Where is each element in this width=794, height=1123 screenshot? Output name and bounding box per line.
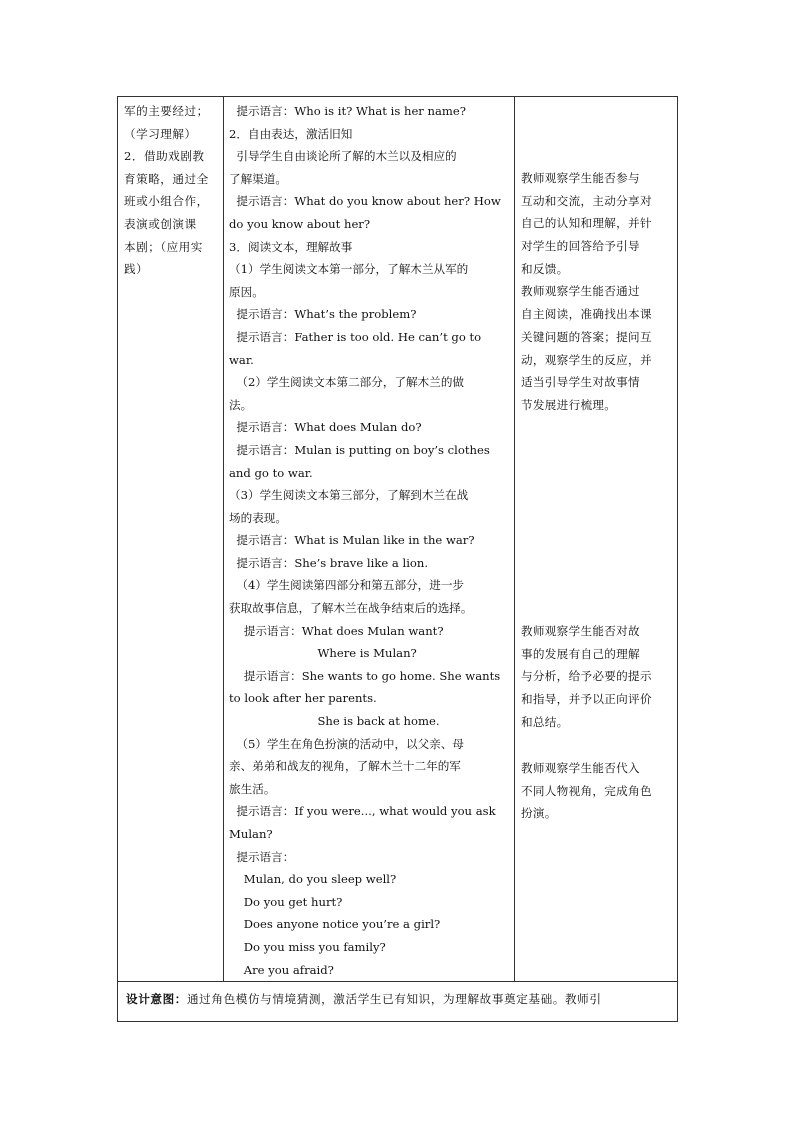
assessment-line: 和指导，并予以正向评价: [521, 692, 652, 707]
objective-line: （学习理解）: [124, 126, 197, 141]
activity-line: 场的表现。: [229, 510, 287, 525]
assessment-line: 动，观察学生的反应，并: [521, 352, 652, 367]
objective-line: 表演或创演课: [124, 216, 197, 231]
assessment-line: 和总结。: [521, 714, 569, 729]
activity-line: （1）学生阅读文本第一部分，了解木兰从军的: [229, 262, 469, 277]
assessment-line: 和反馈。: [521, 261, 569, 276]
objective-line: 践）: [124, 262, 149, 277]
activity-line: Do you get hurt?: [229, 894, 343, 909]
assessment-line: 事的发展有自己的理解: [521, 646, 640, 661]
design-intent-label: 设计意图：: [126, 992, 187, 1006]
activity-line: Where is Mulan?: [229, 646, 417, 661]
assessment-line: 教师观察学生能否代入: [521, 761, 640, 775]
activity-line: 提示语言：Who is it? What is her name?: [229, 104, 466, 118]
activity-line: Does anyone notice you’re a girl?: [229, 917, 441, 932]
assessment-line: 与分析，给予必要的提示: [521, 669, 652, 684]
activity-column: [223, 97, 514, 981]
objective-line: 2．借助戏剧教: [124, 149, 205, 164]
activity-line: 提示语言：If you were..., what would you ask: [229, 804, 496, 819]
lesson-plan-table: [117, 96, 678, 1022]
assessment-line: 自主阅读，准确找出本课: [521, 307, 652, 322]
design-intent-row: [118, 982, 677, 1022]
assessment-note: [521, 620, 672, 733]
activity-line: 引导学生自由谈论所了解的木兰以及相应的: [229, 149, 457, 164]
activity-line: She is back at home.: [229, 714, 440, 729]
activity-line: Mulan?: [229, 827, 273, 841]
activity-line: （4）学生阅读第四部分和第五部分，进一步: [229, 578, 465, 593]
assessment-line: 扮演。: [521, 806, 557, 821]
activity-line: 提示语言：She’s brave like a lion.: [229, 555, 429, 570]
activity-line: 了解渠道。: [229, 171, 287, 186]
activity-line: 提示语言：: [229, 849, 295, 864]
assessment-line: 自己的认知和理解，并针: [521, 216, 652, 231]
assessment-line: 教师观察学生能否对故: [521, 624, 640, 638]
activity-line: 3．阅读文本，理解故事: [229, 239, 353, 254]
activity-line: Do you miss you family?: [229, 939, 386, 954]
activity-line: 提示语言：What does Mulan want?: [229, 623, 444, 638]
activity-line: 旅生活。: [229, 781, 276, 796]
activity-line: 提示语言：Mulan is putting on boy’s clothes: [229, 442, 490, 457]
assessment-line: 关键问题的答案；提问互: [521, 329, 652, 344]
objective-column: [118, 97, 223, 281]
design-intent-text: 通过角色模仿与情境猜测，激活学生已有知识，为理解故事奠定基础。教师引: [186, 992, 602, 1006]
activity-line: Mulan, do you sleep well?: [229, 872, 397, 887]
assessment-line: 教师观察学生能否参与: [521, 171, 640, 185]
objective-line: 育策略，通过全: [124, 171, 209, 186]
activity-line: （3）学生阅读文本第三部分，了解到木兰在战: [229, 488, 469, 503]
assessment-line: 节发展进行梳理。: [521, 397, 617, 412]
activity-line: do you know about her?: [229, 216, 371, 231]
objective-line: 军的主要经过；: [124, 104, 209, 118]
activity-line: 提示语言：What do you know about her? How: [229, 194, 501, 209]
objective-line: 本剧；（应用实: [124, 239, 203, 254]
activity-line: war.: [229, 352, 254, 367]
assessment-line: 适当引导学生对故事情: [521, 375, 640, 390]
activity-line: 获取故事信息，了解木兰在战争结束后的选择。: [229, 601, 473, 616]
objective-line: 班或小组合作，: [124, 194, 209, 209]
activity-line: and go to war.: [229, 465, 313, 480]
activity-line: 提示语言：What does Mulan do?: [229, 420, 422, 435]
assessment-line: 对学生的回答给予引导: [521, 239, 640, 254]
assessment-line: 教师观察学生能否通过: [521, 284, 640, 299]
activity-line: （5）学生在角色扮演的活动中，以父亲、母: [229, 736, 465, 751]
activity-line: 提示语言：What is Mulan like in the war?: [229, 533, 475, 548]
activity-line: 2．自由表达，激活旧知: [229, 126, 353, 141]
activity-line: 法。: [229, 397, 253, 412]
assessment-column: [514, 97, 678, 981]
assessment-note: [521, 757, 672, 825]
assessment-line: 不同人物视角，完成角色: [521, 783, 652, 798]
assessment-note: [521, 167, 672, 417]
activity-line: 提示语言：Father is too old. He can’t go to: [229, 329, 482, 344]
activity-line: 提示语言：What’s the problem?: [229, 307, 417, 322]
activity-line: to look after her parents.: [229, 691, 377, 706]
activity-line: Are you afraid?: [229, 962, 334, 977]
assessment-line: 互动和交流，主动分享对: [521, 193, 652, 208]
activity-line: （2）学生阅读文本第二部分，了解木兰的做: [229, 375, 465, 390]
activity-line: 提示语言：She wants to go home. She wants: [229, 668, 501, 683]
activity-line: 原因。: [229, 284, 264, 299]
activity-line: 亲、弟弟和战友的视角，了解木兰十二年的军: [229, 759, 461, 774]
